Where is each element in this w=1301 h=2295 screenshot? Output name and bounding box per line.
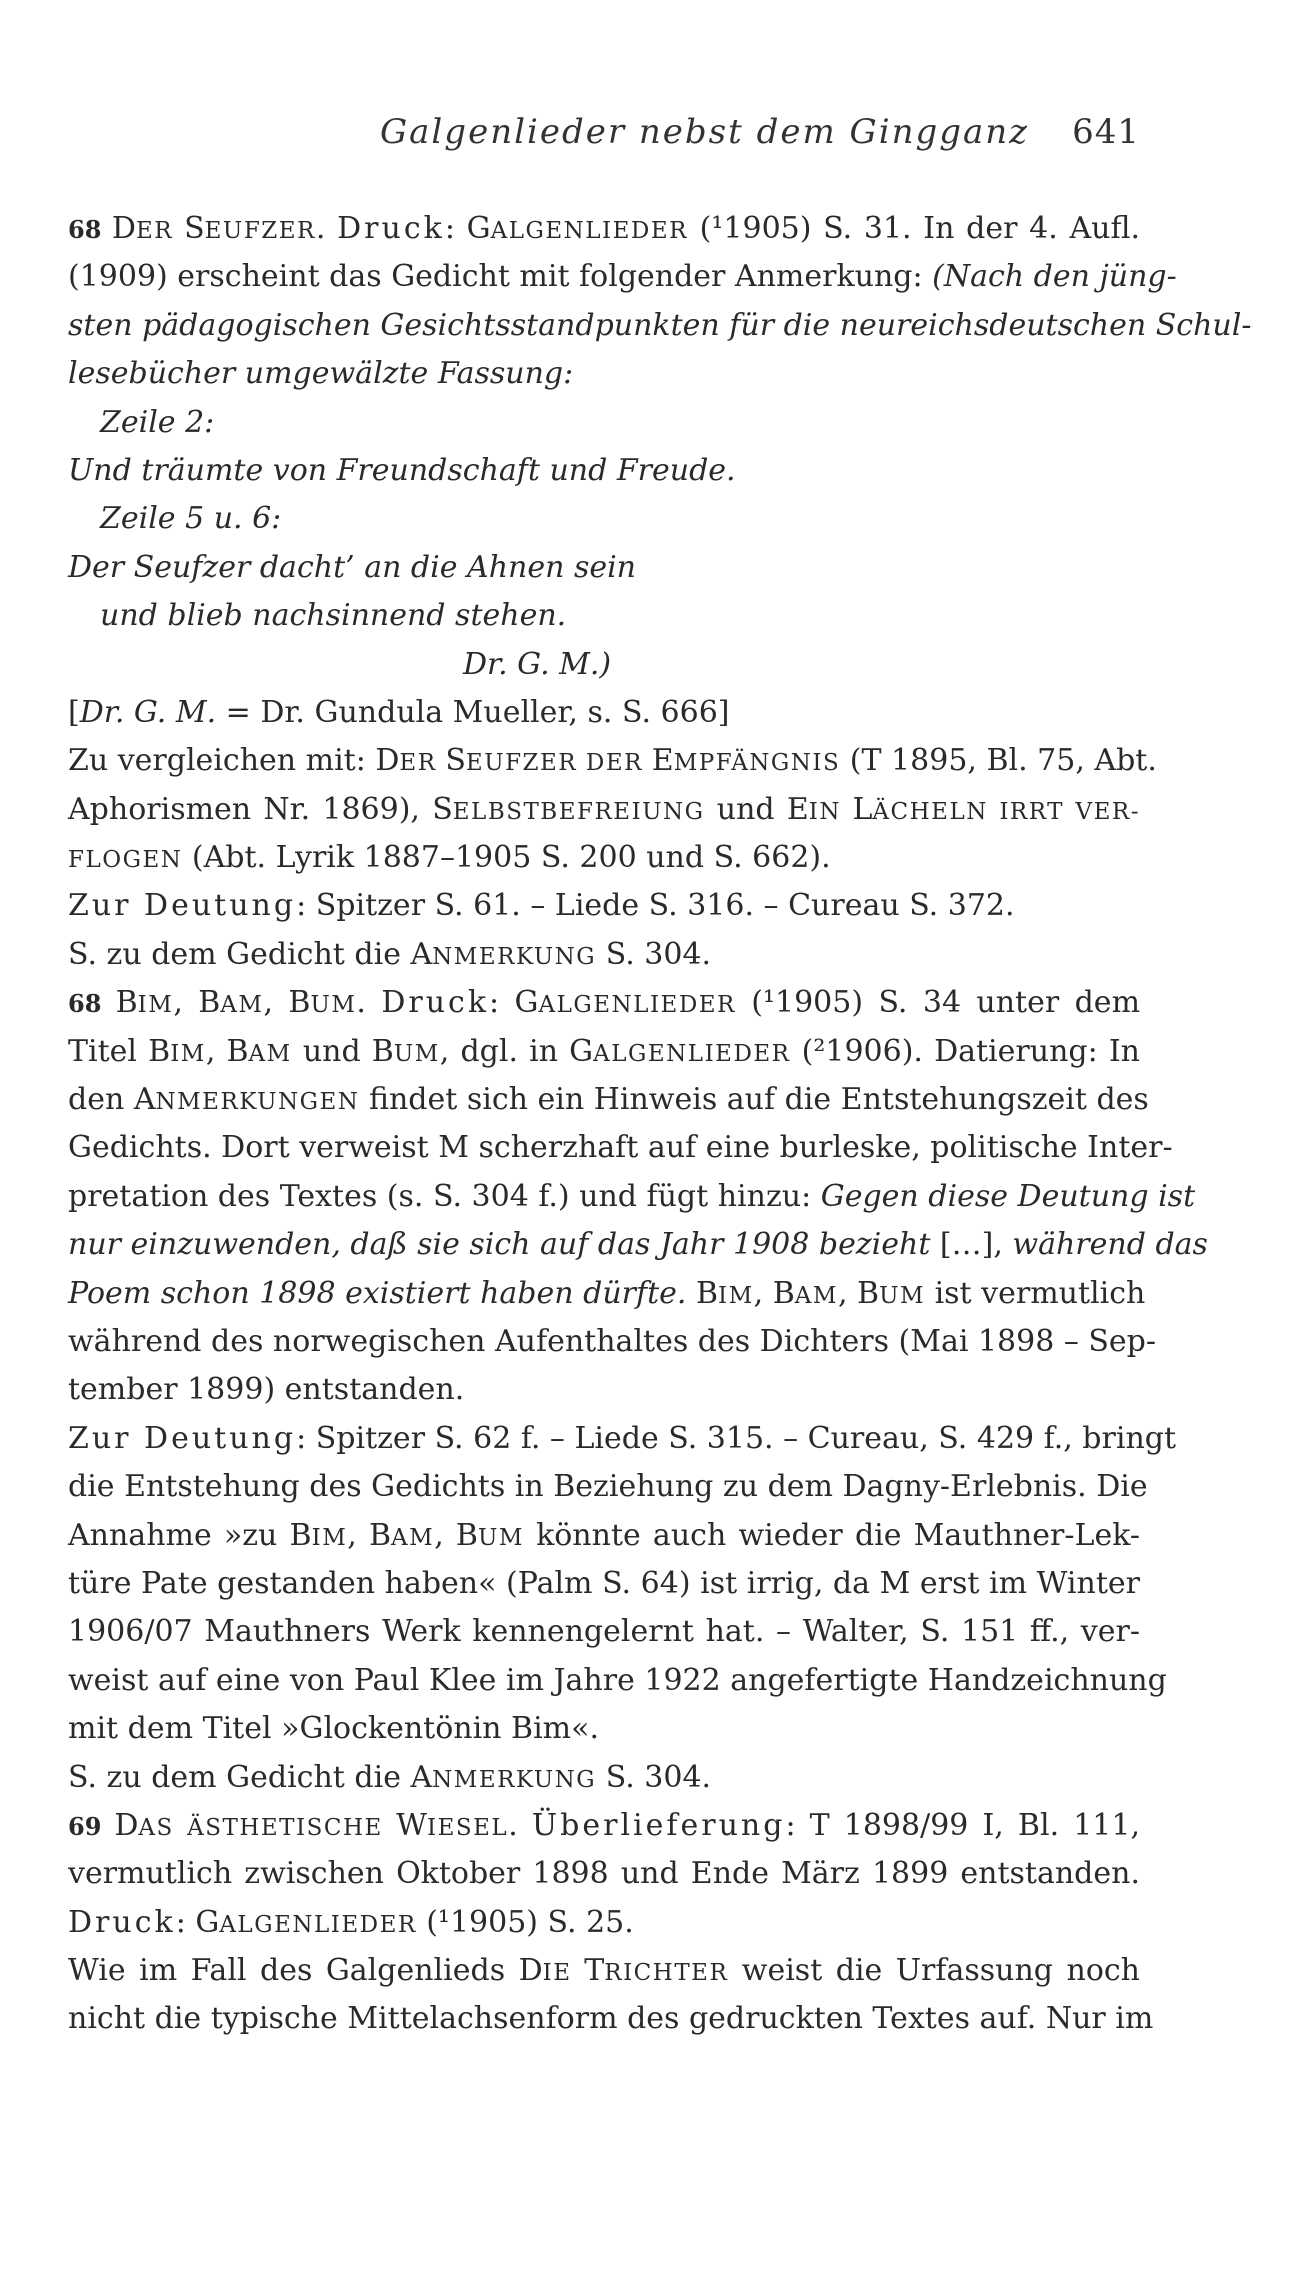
text-line <box>68 1270 1146 1318</box>
text-run: Gedichts. Dort verweist M scherzhaft auf eine burleske, politische Inter- <box>68 1130 1173 1166</box>
text-run: = Dr. Gundula Mueller, s. S. 666] <box>216 694 730 730</box>
text-run: IN <box>808 798 853 825</box>
text-run: RICHTER <box>604 1960 729 1987</box>
text-line <box>68 1850 1140 1898</box>
text-run: […], <box>930 1227 1013 1263</box>
text-run: Zeile 2: <box>100 404 215 440</box>
text-line <box>68 1899 1140 1947</box>
text-run: UM <box>310 992 357 1019</box>
text-run: , B <box>173 985 221 1021</box>
text-run: (²1906). Datierung: In <box>790 1033 1140 1069</box>
text-line <box>68 1318 1157 1366</box>
text-line <box>68 689 1140 737</box>
text-run: Gegen diese Deutung ist <box>820 1178 1196 1214</box>
text-line <box>68 641 1140 689</box>
text-run: NMERKUNG <box>432 1766 597 1793</box>
text-line <box>68 979 1140 1027</box>
text-run: UM <box>477 1524 524 1551</box>
text-run: : Spitzer S. 61. – Liede S. 316. – Cureau S. 372. <box>296 888 1015 924</box>
text-run: 68 <box>68 989 116 1019</box>
text-run: UM <box>393 1040 440 1067</box>
text-run: UM <box>879 1282 926 1309</box>
text-run: (1909) erscheint das Gedicht mit folgender Anmerkung: <box>68 259 933 295</box>
text-run: türe Pate gestanden haben« (Palm S. 64) ist irrig, da M erst im Winter <box>68 1565 1140 1601</box>
running-head <box>380 112 1140 162</box>
text-run: AS ÄSTHETISCHE <box>138 1814 397 1841</box>
text-run: Der Seufzer dacht’ an die Ahnen sein <box>68 549 637 585</box>
text-run: weist auf eine von Paul Klee im Jahre 1922 angefertigte Handzeichnung <box>68 1662 1167 1698</box>
text-line <box>68 1560 1140 1608</box>
text-run: W <box>396 1807 428 1843</box>
text-line <box>68 1995 1154 2043</box>
text-run: ist vermutlich <box>925 1275 1146 1311</box>
text-run: Druck <box>337 211 445 246</box>
text-run: findet sich ein Hinweis auf die Entstehungszeit des <box>359 1082 1149 1118</box>
text-run: lesebücher umgewälzte Fassung: <box>68 356 574 392</box>
text-run: . <box>315 211 338 246</box>
text-run: IM <box>170 1040 206 1067</box>
text-run: könnte auch wieder die Mauthner-Lek- <box>523 1517 1140 1553</box>
text-run: IE <box>542 1960 585 1987</box>
text-run: IESEL <box>427 1814 509 1841</box>
text-run: : T 1898/99 I, Bl. 111, <box>785 1807 1141 1843</box>
text-line <box>68 1463 1148 1511</box>
text-run: B <box>686 1275 719 1311</box>
text-run: D <box>111 211 136 246</box>
text-line <box>68 1173 1196 1221</box>
text-line <box>68 1657 1167 1705</box>
text-run: während das <box>1012 1227 1208 1263</box>
text-run: Annahme »zu B <box>68 1517 312 1553</box>
text-run: ALGENLIEDER <box>593 1040 791 1067</box>
text-run: Poem schon 1898 existiert haben dürfte. <box>68 1275 687 1311</box>
running-head-title: Galgenlieder nebst dem Gingganz <box>380 112 1030 152</box>
page-number: 641 <box>1072 112 1140 152</box>
text-run: , dgl. in G <box>439 1033 594 1069</box>
text-run: S. zu dem Gedicht die A <box>68 936 433 972</box>
text-line <box>68 1608 1140 1656</box>
text-run: vermutlich zwischen Oktober 1898 und Ende März 1899 entstanden. <box>68 1856 1140 1892</box>
text-run: L <box>852 791 873 827</box>
text-run: tember 1899) entstanden. <box>68 1372 465 1408</box>
text-run: IM <box>137 992 174 1019</box>
text-run: und blieb nachsinnend stehen. <box>100 598 567 634</box>
text-run: , B <box>837 1275 880 1311</box>
text-run: nicht die typische Mittelachsenform des gedruckten Textes auf. Nur im <box>68 2001 1154 2037</box>
text-run: Zeile 5 u. 6: <box>100 501 282 537</box>
text-run: MPFÄNGNIS <box>673 750 841 777</box>
text-run: : G <box>175 1904 220 1940</box>
text-run: (Nach den jüng- <box>932 259 1177 295</box>
text-run: EUFZER <box>204 218 316 244</box>
text-run: AM <box>794 1282 838 1309</box>
text-run: 1906/07 Mauthners Werk kennengelernt hat. – Walter, S. 151 ff., ver- <box>68 1614 1140 1650</box>
text-run: Druck <box>68 1904 176 1940</box>
commentary-body <box>68 205 1252 2044</box>
text-run: und B <box>291 1033 394 1069</box>
text-line <box>68 1028 1140 1076</box>
text-run: Und träumte von Freundschaft und Freude. <box>68 452 736 488</box>
text-run: Titel B <box>68 1033 171 1069</box>
text-run: (Abt. Lyrik 1887–1905 S. 200 und S. 662). <box>182 840 831 876</box>
text-run: FLOGEN <box>68 847 183 874</box>
text-line <box>68 253 1177 301</box>
text-line <box>68 544 1140 592</box>
text-run: ÄCHELN IRRT VER- <box>872 798 1140 825</box>
text-run: : Spitzer S. 62 f. – Liede S. 315. – Cureau, S. 429 f., bringt <box>296 1420 1177 1456</box>
text-run: ELBSTBEFREIUNG <box>452 798 705 825</box>
text-run: AM <box>391 1524 435 1551</box>
text-run: AM <box>220 992 264 1019</box>
text-run: : G <box>489 985 539 1021</box>
text-run: pretation des Textes (s. S. 304 f.) und fügt hinzu: <box>68 1178 821 1214</box>
text-run: NMERKUNGEN <box>155 1089 360 1116</box>
text-run: Druck <box>381 985 490 1021</box>
text-run: die Entstehung des Gedichts in Beziehung zu dem Dagny-Erlebnis. Die <box>68 1469 1148 1505</box>
text-run: (¹1905) S. 31. In der 4. Aufl. <box>687 211 1141 246</box>
text-line <box>68 834 1140 882</box>
text-run: weist die Urfassung noch <box>728 1953 1140 1989</box>
text-line <box>68 302 1252 350</box>
text-run: . <box>356 985 382 1021</box>
text-line <box>68 1947 1140 1995</box>
text-line <box>68 205 1140 253</box>
text-line <box>68 1705 1140 1753</box>
text-run: IM <box>311 1524 348 1551</box>
text-run: ALGENLIEDER <box>219 1911 417 1938</box>
text-run: (¹1905) S. 34 unter dem <box>735 985 1141 1021</box>
text-run: Überlieferung <box>531 1807 786 1843</box>
text-run: den A <box>68 1082 156 1118</box>
text-run: , B <box>205 1033 249 1069</box>
text-run: T <box>584 1953 605 1989</box>
text-run: IM <box>718 1282 754 1309</box>
text-line <box>68 1221 1208 1269</box>
text-line <box>68 1802 1140 1850</box>
text-run: , B <box>263 985 311 1021</box>
text-run: während des norwegischen Aufenthaltes des Dichters (Mai 1898 – Sep- <box>68 1323 1157 1359</box>
text-line <box>68 495 1140 543</box>
text-line <box>68 592 1140 640</box>
text-run: Dr. G. M.) <box>463 646 612 682</box>
text-run: , B <box>434 1517 478 1553</box>
text-line <box>68 737 1157 785</box>
text-run: S. 304. <box>596 936 712 972</box>
text-run: S. zu dem Gedicht die A <box>68 1759 433 1795</box>
text-run: S <box>445 743 466 779</box>
text-run: 69 <box>68 1811 115 1841</box>
text-run: AM <box>248 1040 292 1067</box>
text-run: . <box>508 1807 532 1843</box>
text-run: [ <box>68 694 80 730</box>
text-line <box>68 1512 1140 1560</box>
text-run: , B <box>753 1275 795 1311</box>
text-line <box>68 399 1140 447</box>
text-line <box>68 882 1140 930</box>
text-run: B <box>115 985 138 1021</box>
text-line <box>68 350 1140 398</box>
text-run: S <box>184 211 205 246</box>
text-run: (T 1895, Bl. 75, Abt. <box>840 743 1157 779</box>
text-line <box>68 931 1140 979</box>
text-run: Wie im Fall des Galgenlieds D <box>68 1953 543 1989</box>
text-run: ALGENLIEDER <box>538 992 736 1019</box>
text-run: sten pädagogischen Gesichtsstandpunkten für die neureichsdeutschen Schul- <box>68 307 1252 343</box>
text-run: (¹1905) S. 25. <box>416 1904 634 1940</box>
text-run: Zu vergleichen mit: D <box>68 743 400 779</box>
text-line <box>68 1366 1140 1414</box>
text-run: Zur Deutung <box>68 1420 297 1456</box>
text-run: mit dem Titel »Glockentönin Bim«. <box>68 1711 600 1747</box>
text-run: S. 304. <box>596 1759 712 1795</box>
text-run: nur einzuwenden, daß sie sich auf das Jahr 1908 bezieht <box>68 1227 931 1263</box>
text-run: Zur Deutung <box>68 888 297 924</box>
text-run: D <box>114 1807 139 1843</box>
text-line <box>68 1754 1140 1802</box>
text-line <box>68 1415 1177 1463</box>
text-run: Aphorismen Nr. 1869), S <box>68 791 453 827</box>
text-run: E <box>651 743 674 779</box>
text-run: ER <box>135 218 185 244</box>
text-run: Dr. G. M. <box>79 694 217 730</box>
text-run: und E <box>704 791 809 827</box>
text-run: ER <box>399 750 446 777</box>
text-line <box>68 786 1140 834</box>
text-run: : G <box>444 211 491 246</box>
text-line <box>68 1124 1173 1172</box>
text-run: ALGENLIEDER <box>490 218 688 244</box>
text-line <box>68 1076 1149 1124</box>
text-line <box>68 447 1140 495</box>
text-run: , B <box>347 1517 392 1553</box>
text-run: EUFZER DER <box>465 750 652 777</box>
text-run: 68 <box>68 215 112 244</box>
text-run: NMERKUNG <box>432 943 597 970</box>
